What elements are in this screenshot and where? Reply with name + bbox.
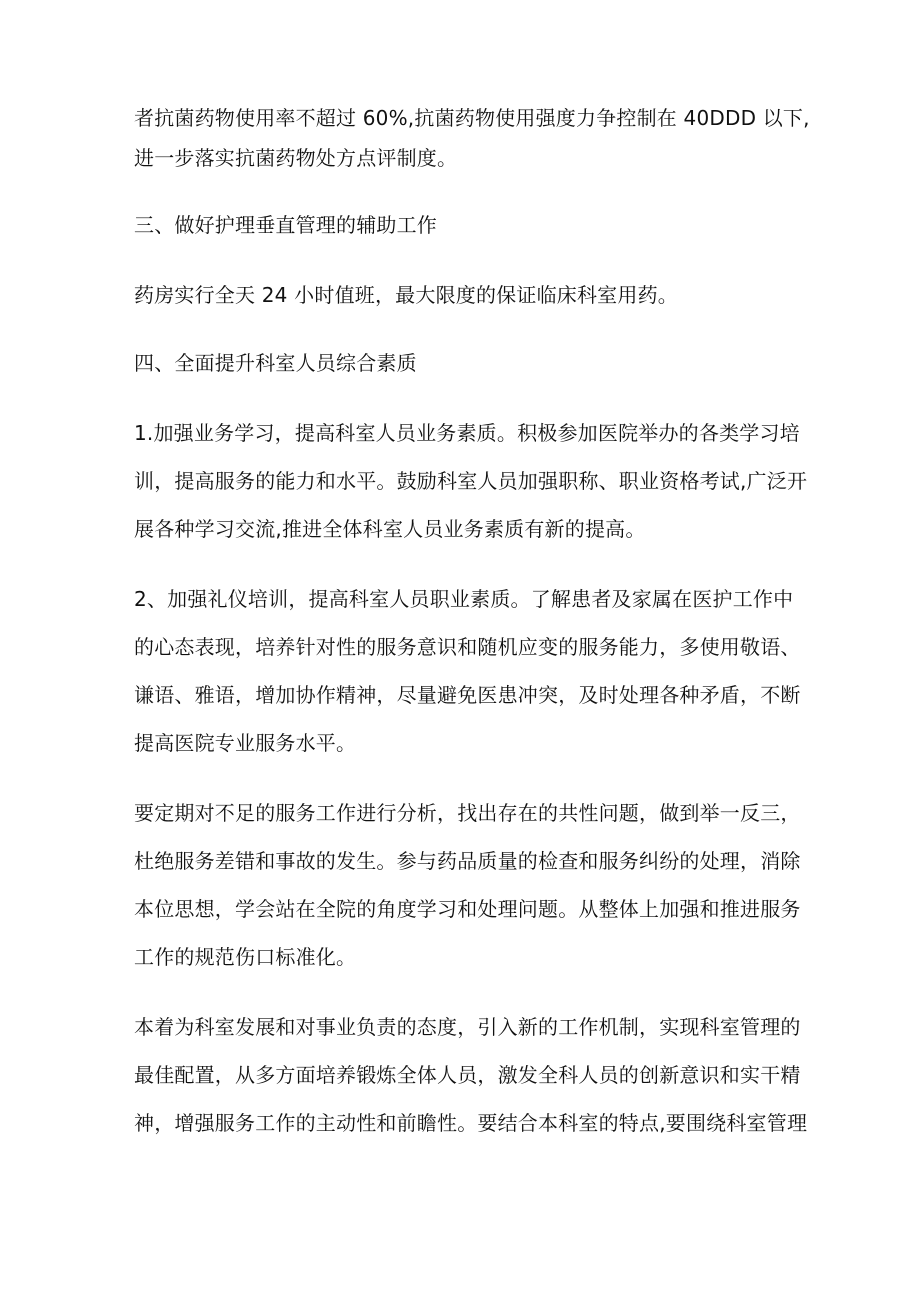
paragraph-5-line-3: 本位思想，学会站在全院的角度学习和处理问题。从整体上加强和推进服务 [134,897,801,921]
section-heading-3: 三、做好护理垂直管理的辅助工作 [134,213,437,237]
paragraph-4-line-2: 的心态表现，培养针对性的服务意识和随机应变的服务能力，多使用敬语、 [134,635,801,659]
paragraph-5-line-2: 杜绝服务差错和事故的发生。参与药品质量的检查和服务纠纷的处理，消除 [134,849,801,873]
paragraph-3-line-1: 1.加强业务学习，提高科室人员业务素质。积极参加医院举办的各类学习培 [134,421,800,445]
paragraph-3-line-2: 训，提高服务的能力和水平。鼓励科室人员加强职称、职业资格考试,广泛开 [134,469,808,493]
paragraph-3-line-3: 展各种学习交流,推进全体科室人员业务素质有新的提高。 [134,517,646,541]
section-heading-4: 四、全面提升科室人员综合素质 [134,351,417,375]
paragraph-5-line-4: 工作的规范伤口标准化。 [134,945,357,969]
paragraph-4-line-1: 2、加强礼仪培训，提高科室人员职业素质。了解患者及家属在医护工作中 [134,587,794,611]
paragraph-4-line-3: 谦语、雅语，增加协作精神，尽量避免医患冲突，及时处理各种矛盾，不断 [134,683,801,707]
paragraph-1-line-2: 进一步落实抗菌药物处方点评制度。 [134,146,458,170]
paragraph-6-line-1: 本着为科室发展和对事业负责的态度，引入新的工作机制，实现科室管理的 [134,1015,801,1039]
paragraph-5-line-1: 要定期对不足的服务工作进行分析，找出存在的共性问题，做到举一反三， [134,801,801,825]
paragraph-6-line-2: 最佳配置，从多方面培养锻炼全体人员，激发全科人员的创新意识和实干精 [134,1063,801,1087]
paragraph-4-line-4: 提高医院专业服务水平。 [134,731,357,755]
paragraph-2-line-1: 药房实行全天 24 小时值班，最大限度的保证临床科室用药。 [134,283,678,307]
paragraph-1-line-1: 者抗菌药物使用率不超过 60%,抗菌药物使用强度力争控制在 40DDD 以下, [134,106,810,130]
paragraph-6-line-3: 神，增强服务工作的主动性和前瞻性。要结合本科室的特点,要围绕科室管理 [134,1111,808,1135]
